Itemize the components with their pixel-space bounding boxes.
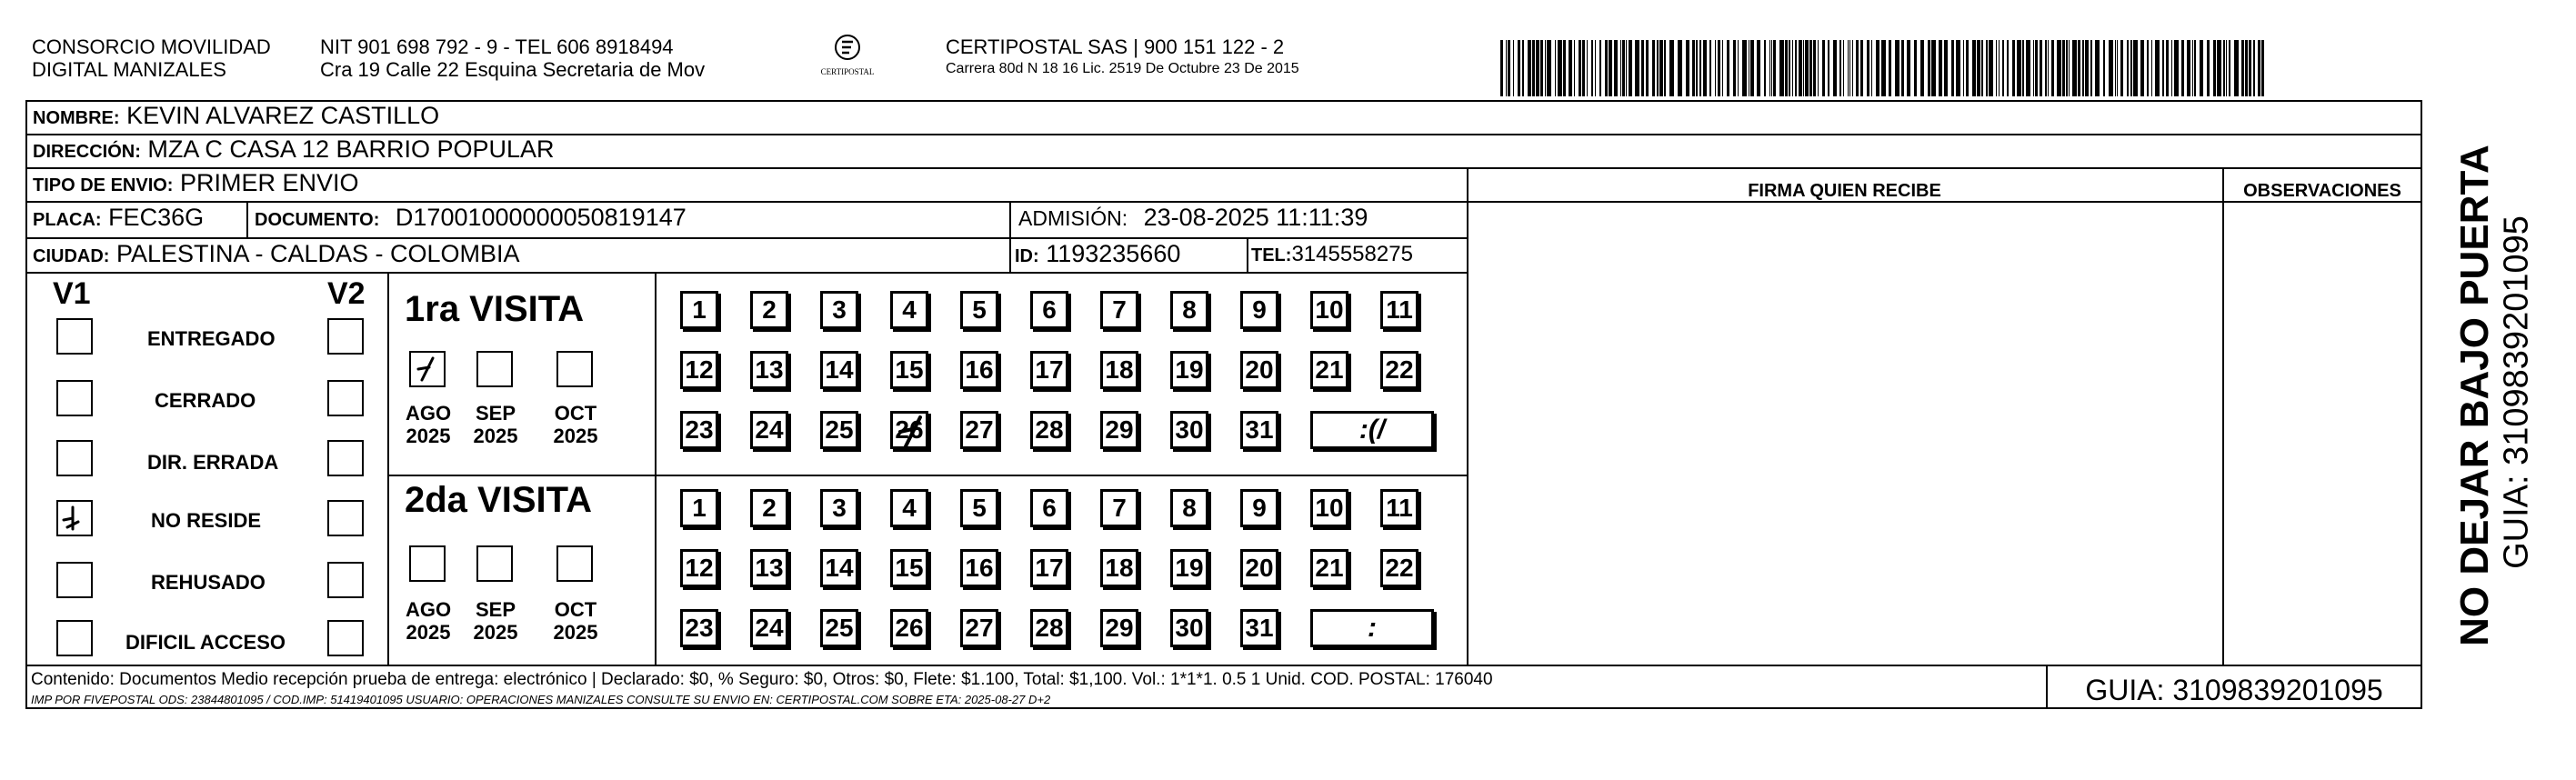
status-label-entregado: ENTREGADO [147, 327, 276, 350]
day-number: 23 [685, 415, 714, 444]
day-number: 22 [1385, 554, 1414, 582]
day-number: 1 [692, 295, 707, 324]
day-number: 19 [1175, 554, 1204, 582]
second-visit-day-10[interactable] [1310, 489, 1348, 527]
company-line-2: DIGITAL MANIZALES [32, 57, 226, 81]
first-visit-month-ago[interactable] [409, 351, 446, 387]
second-visit-day-5[interactable] [960, 489, 998, 527]
footer-guia: GUIA: 3109839201095 [2085, 674, 2383, 706]
first-visit-day-17[interactable] [1030, 351, 1068, 389]
handwritten-mark-icon [893, 414, 929, 450]
day-number: 2 [762, 494, 777, 522]
documento-label: DOCUMENTO: [255, 210, 380, 230]
firma-label: FIRMA QUIEN RECIBE [1748, 181, 1941, 201]
second-visit-month-label-sep [464, 598, 527, 645]
second-visit-day-29[interactable] [1100, 609, 1138, 647]
month-name: SEP [475, 598, 516, 621]
first-visit-day-24[interactable] [750, 411, 788, 449]
placa-field [33, 205, 204, 230]
day-number: 28 [1035, 415, 1064, 444]
first-visit-title: 1ra VISITA [405, 289, 585, 329]
v1-checkbox-cerrado[interactable] [56, 380, 93, 416]
second-visit-day-8[interactable] [1170, 489, 1208, 527]
v1-checkbox-no-reside[interactable] [56, 500, 93, 536]
second-visit-day-31[interactable] [1240, 609, 1278, 647]
second-visit-day-30[interactable] [1170, 609, 1208, 647]
day-number: 26 [895, 415, 924, 444]
day-number: 6 [1042, 494, 1057, 522]
day-number: 2 [762, 295, 777, 324]
side-warning [2430, 127, 2536, 655]
first-visit-day-6[interactable] [1030, 291, 1068, 329]
direccion-label: DIRECCIÓN: [33, 142, 141, 162]
status-label-no-reside: NO RESIDE [151, 509, 262, 532]
second-visit-day-22[interactable] [1380, 549, 1418, 587]
day-number: 22 [1385, 355, 1414, 384]
v2-checkbox-dificil-acceso[interactable] [327, 620, 364, 656]
second-visit-day-6[interactable] [1030, 489, 1068, 527]
day-number: 10 [1315, 295, 1344, 324]
day-number: 21 [1315, 355, 1344, 384]
day-number: 29 [1105, 614, 1134, 642]
day-number: 11 [1386, 494, 1413, 522]
first-visit-day-8[interactable] [1170, 291, 1208, 329]
first-visit-day-7[interactable] [1100, 291, 1138, 329]
second-visit-month-label-oct [544, 598, 607, 645]
first-visit-month-label-sep [464, 402, 527, 448]
day-number: 19 [1175, 355, 1204, 384]
tipo-envio-field [33, 171, 359, 195]
status-label-dificil-acceso: DIFICIL ACCESO [125, 631, 286, 654]
first-visit-day-12[interactable] [680, 351, 718, 389]
first-visit-time-box[interactable] [1310, 411, 1434, 449]
logo-text: CERTIPOSTAL [820, 67, 875, 76]
second-visit-day-4[interactable] [890, 489, 928, 527]
day-number: 15 [895, 554, 924, 582]
first-visit-day-4[interactable] [890, 291, 928, 329]
day-number: 15 [895, 355, 924, 384]
day-number: 16 [965, 355, 994, 384]
nit-line-1: NIT 901 698 792 - 9 - TEL 606 8918494 [320, 35, 674, 58]
status-label-rehusado: REHUSADO [151, 571, 266, 594]
first-visit-day-9[interactable] [1240, 291, 1278, 329]
footer-imp: IMP POR FIVEPOSTAL ODS: 23844801095 / COD.IMP: 51419401095 USUARIO: OPERACIONES MANIZALES CONSULTE SU ENVIO EN: CERTIPOSTAL.COM SOBRE ETA: 2025-08-27 D+2 [31, 693, 1051, 706]
first-visit-day-18[interactable] [1100, 351, 1138, 389]
second-visit-month-oct[interactable] [556, 545, 593, 582]
nombre-field [33, 104, 439, 128]
day-number: 12 [685, 554, 714, 582]
month-name: SEP [475, 402, 516, 425]
day-number: 14 [825, 554, 854, 582]
direccion-field [33, 137, 555, 162]
v1-checkbox-dificil-acceso[interactable] [56, 620, 93, 656]
first-visit-day-22[interactable] [1380, 351, 1418, 389]
v2-checkbox-cerrado[interactable] [327, 380, 364, 416]
day-number: 14 [825, 355, 854, 384]
day-number: 26 [895, 614, 924, 642]
v2-checkbox-rehusado[interactable] [327, 562, 364, 598]
day-number: 11 [1386, 295, 1413, 324]
handwritten-mark-icon [411, 353, 444, 385]
month-year: 2025 [473, 425, 518, 448]
tel-field [1251, 244, 1413, 265]
first-visit-day-1[interactable] [680, 291, 718, 329]
second-visit-day-25[interactable] [820, 609, 858, 647]
first-visit-day-28[interactable] [1030, 411, 1068, 449]
first-visit-day-16[interactable] [960, 351, 998, 389]
first-visit-month-label-oct [544, 402, 607, 448]
second-visit-day-23[interactable] [680, 609, 718, 647]
second-visit-day-18[interactable] [1100, 549, 1138, 587]
time-value: :(/ [1358, 415, 1386, 445]
v2-checkbox-no-reside[interactable] [327, 500, 364, 536]
day-number: 24 [755, 614, 784, 642]
first-visit-day-10[interactable] [1310, 291, 1348, 329]
second-visit-day-2[interactable] [750, 489, 788, 527]
day-number: 6 [1042, 295, 1057, 324]
month-name: AGO [405, 598, 452, 621]
second-visit-day-12[interactable] [680, 549, 718, 587]
first-visit-day-23[interactable] [680, 411, 718, 449]
first-visit-day-21[interactable] [1310, 351, 1348, 389]
second-visit-day-3[interactable] [820, 489, 858, 527]
day-number: 23 [685, 614, 714, 642]
barcode [1500, 40, 2266, 96]
observaciones-header [2222, 176, 2422, 201]
courier-line-1: CERTIPOSTAL SAS | 900 151 122 - 2 [946, 35, 1285, 58]
status-label-cerrado: CERRADO [155, 389, 256, 412]
day-number: 18 [1105, 554, 1134, 582]
day-number: 9 [1252, 494, 1267, 522]
direccion-value: MZA C CASA 12 BARRIO POPULAR [147, 135, 555, 163]
time-value: : [1368, 613, 1377, 643]
day-number: 27 [965, 614, 994, 642]
second-visit-title: 2da VISITA [405, 480, 592, 520]
second-visit-day-28[interactable] [1030, 609, 1068, 647]
day-number: 13 [755, 554, 784, 582]
first-visit-day-30[interactable] [1170, 411, 1208, 449]
v1-checkbox-dir-errada[interactable] [56, 440, 93, 476]
first-visit-day-31[interactable] [1240, 411, 1278, 449]
tipo-envio-value: PRIMER ENVIO [179, 169, 359, 196]
first-visit-day-14[interactable] [820, 351, 858, 389]
day-number: 1 [692, 494, 707, 522]
day-number: 30 [1175, 614, 1204, 642]
admision-label: ADMISIÓN: [1018, 206, 1128, 230]
side-guia: GUIA: 3109839201095 [2497, 215, 2536, 569]
first-visit-day-15[interactable] [890, 351, 928, 389]
admision-field [1018, 205, 1368, 230]
day-number: 9 [1252, 295, 1267, 324]
tel-value: 3145558275 [1291, 242, 1413, 266]
id-label: ID: [1015, 246, 1039, 266]
month-year: 2025 [406, 621, 451, 645]
admision-value: 23-08-2025 11:11:39 [1143, 204, 1368, 231]
nombre-label: NOMBRE: [33, 108, 120, 128]
day-number: 25 [825, 614, 854, 642]
day-number: 31 [1245, 614, 1274, 642]
company-line-1: CONSORCIO MOVILIDAD [32, 35, 271, 58]
second-visit-day-21[interactable] [1310, 549, 1348, 587]
month-year: 2025 [553, 425, 598, 448]
v1-header: V1 [53, 276, 91, 311]
second-visit-day-17[interactable] [1030, 549, 1068, 587]
second-visit-day-7[interactable] [1100, 489, 1138, 527]
second-visit-month-sep[interactable] [476, 545, 513, 582]
nombre-value: KEVIN ALVAREZ CASTILLO [126, 102, 440, 129]
first-visit-month-oct[interactable] [556, 351, 593, 387]
day-number: 17 [1035, 554, 1064, 582]
day-number: 7 [1112, 494, 1127, 522]
second-visit-time-box[interactable] [1310, 609, 1434, 647]
day-number: 17 [1035, 355, 1064, 384]
ciudad-field [33, 242, 520, 266]
day-number: 8 [1182, 295, 1197, 324]
status-label-dir-errada: DIR. ERRADA [147, 451, 279, 474]
placa-value: FEC36G [108, 204, 205, 231]
day-number: 28 [1035, 614, 1064, 642]
v1-checkbox-entregado[interactable] [56, 318, 93, 355]
month-year: 2025 [473, 621, 518, 645]
first-visit-month-sep[interactable] [476, 351, 513, 387]
second-visit-day-16[interactable] [960, 549, 998, 587]
no-dejar-bajo-puerta: NO DEJAR BAJO PUERTA [2452, 145, 2497, 646]
day-number: 18 [1105, 355, 1134, 384]
second-visit-day-19[interactable] [1170, 549, 1208, 587]
day-number: 7 [1112, 295, 1127, 324]
first-visit-month-label-ago [396, 402, 460, 448]
courier-info [946, 36, 1299, 77]
day-number: 5 [972, 494, 987, 522]
first-visit-day-29[interactable] [1100, 411, 1138, 449]
day-number: 3 [832, 295, 847, 324]
day-number: 12 [685, 355, 714, 384]
company-name [32, 36, 271, 81]
v2-header: V2 [327, 276, 366, 311]
company-nit [320, 36, 705, 81]
second-visit-day-27[interactable] [960, 609, 998, 647]
month-name: AGO [405, 402, 452, 425]
documento-field [255, 205, 687, 230]
day-number: 30 [1175, 415, 1204, 444]
second-visit-day-24[interactable] [750, 609, 788, 647]
courier-line-2: Carrera 80d N 18 16 Lic. 2519 De Octubre 23 De 2015 [946, 60, 1299, 76]
second-visit-month-label-ago [396, 598, 460, 645]
observaciones-label: OBSERVACIONES [2243, 181, 2401, 201]
month-year: 2025 [406, 425, 451, 448]
day-number: 13 [755, 355, 784, 384]
footer-contenido: Contenido: Documentos Medio recepción prueba de entrega: electrónico | Declarado: $0, % Seguro: $0, Otros: $0, Flete: $1.100, Total: $1,100. Vol.: 1*1*1. 0.5 1 Unid. COD. POSTAL: 176040 [31, 670, 1493, 689]
day-number: 24 [755, 415, 784, 444]
day-number: 27 [965, 415, 994, 444]
first-visit-day-27[interactable] [960, 411, 998, 449]
first-visit-day-2[interactable] [750, 291, 788, 329]
day-number: 25 [825, 415, 854, 444]
day-number: 20 [1245, 554, 1274, 582]
first-visit-day-3[interactable] [820, 291, 858, 329]
ciudad-value: PALESTINA - CALDAS - COLOMBIA [115, 240, 520, 267]
tel-label: TEL: [1251, 245, 1292, 265]
day-number: 10 [1315, 494, 1344, 522]
placa-label: PLACA: [33, 210, 102, 230]
ciudad-label: CIUDAD: [33, 246, 110, 266]
day-number: 16 [965, 554, 994, 582]
second-visit-day-11[interactable] [1380, 489, 1418, 527]
first-visit-day-26[interactable] [890, 411, 928, 449]
nit-line-2: Cra 19 Calle 22 Esquina Secretaria de Mov [320, 57, 706, 81]
day-number: 5 [972, 295, 987, 324]
day-number: 8 [1182, 494, 1197, 522]
second-visit-day-20[interactable] [1240, 549, 1278, 587]
second-visit-day-13[interactable] [750, 549, 788, 587]
logo-icon [811, 31, 884, 85]
first-visit-day-5[interactable] [960, 291, 998, 329]
tipo-envio-label: TIPO DE ENVIO: [33, 175, 174, 195]
certipostal-logo [811, 31, 884, 85]
day-number: 4 [902, 295, 917, 324]
day-number: 21 [1315, 554, 1344, 582]
day-number: 4 [902, 494, 917, 522]
second-visit-day-14[interactable] [820, 549, 858, 587]
month-name: OCT [554, 598, 597, 621]
second-visit-day-9[interactable] [1240, 489, 1278, 527]
firma-header [1467, 176, 2222, 201]
handwritten-check-icon [58, 502, 91, 535]
day-number: 29 [1105, 415, 1134, 444]
first-visit-day-19[interactable] [1170, 351, 1208, 389]
month-year: 2025 [553, 621, 598, 645]
second-visit-day-15[interactable] [890, 549, 928, 587]
day-number: 3 [832, 494, 847, 522]
month-name: OCT [554, 402, 597, 425]
id-value: 1193235660 [1046, 240, 1181, 267]
first-visit-day-13[interactable] [750, 351, 788, 389]
v2-checkbox-dir-errada[interactable] [327, 440, 364, 476]
day-number: 31 [1245, 415, 1274, 444]
first-visit-day-11[interactable] [1380, 291, 1418, 329]
v2-checkbox-entregado[interactable] [327, 318, 364, 355]
id-field [1015, 242, 1180, 266]
documento-value: D17001000000050819147 [395, 204, 687, 231]
second-visit-month-ago[interactable] [409, 545, 446, 582]
second-visit-day-26[interactable] [890, 609, 928, 647]
v1-checkbox-rehusado[interactable] [56, 562, 93, 598]
second-visit-day-1[interactable] [680, 489, 718, 527]
day-number: 20 [1245, 355, 1274, 384]
first-visit-day-25[interactable] [820, 411, 858, 449]
first-visit-day-20[interactable] [1240, 351, 1278, 389]
